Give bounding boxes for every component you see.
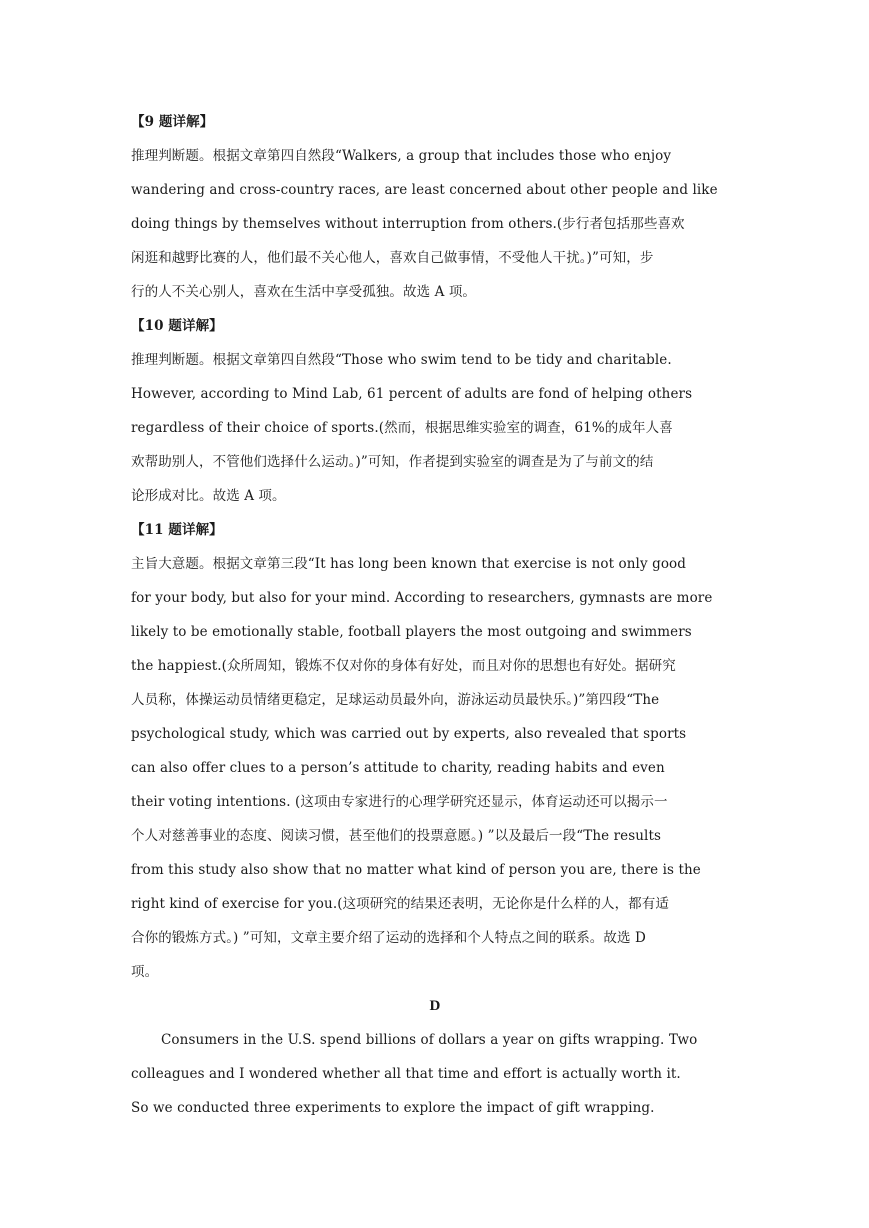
q11-text-line-12: 合你的锻炼方式。) ”可知，文章主要介绍了运动的选择和个人特点之间的联系。故选 D: [131, 930, 646, 946]
q11-heading: 【11 题详解】: [131, 522, 223, 538]
q11-text-line-2: for your body, but also for your mind. According to researchers, gymnasts are more: [131, 590, 713, 606]
q11-text-line-3: likely to be emotionally stable, football players the most outgoing and swimmers: [131, 624, 692, 640]
q11-text-line-8: their voting intentions. (这项由专家进行的心理学研究还显示，体育运动还可以揭示一: [131, 794, 668, 810]
q9-text-line-2: wandering and cross-country races, are least concerned about other people and like: [131, 182, 718, 198]
document-page: [131, 105, 739, 1125]
q11-text-line-4: the happiest.(众所周知，锻炼不仅对你的身体有好处，而且对你的思想也有好处。据研究: [131, 658, 676, 674]
q11-text-line-11: right kind of exercise for you.(这项研究的结果还表明，无论你是什么样的人，都有适: [131, 896, 669, 912]
q10-text-line-3: regardless of their choice of sports.(然而，根据思维实验室的调查，61%的成年人喜: [131, 420, 673, 436]
q11-text-line-7: can also offer clues to a person’s attitude to charity, reading habits and even: [131, 760, 665, 776]
q11-text-line-13: 项。: [131, 964, 159, 980]
q9-heading: 【9 题详解】: [131, 114, 214, 130]
passage-d-line-1: Consumers in the U.S. spend billions of dollars a year on gifts wrapping. Two: [161, 1032, 698, 1048]
q9-text-line-1: 推理判断题。根据文章第四自然段“Walkers, a group that includes those who enjoy: [131, 148, 672, 164]
q9-text-line-4: 闲逛和越野比赛的人，他们最不关心他人，喜欢自己做事情，不受他人干扰。)”可知，步: [131, 250, 654, 266]
passage-d-line-2: colleagues and I wondered whether all that time and effort is actually worth it.: [131, 1066, 681, 1082]
q9-text-line-5: 行的人不关心别人，喜欢在生活中享受孤独。故选 A 项。: [131, 284, 477, 300]
passage-d-line-3: So we conducted three experiments to explore the impact of gift wrapping.: [131, 1100, 655, 1116]
q10-heading: 【10 题详解】: [131, 318, 223, 334]
q11-text-line-5: 人员称，体操运动员情绪更稳定，足球运动员最外向，游泳运动员最快乐。)”第四段“The: [131, 692, 660, 708]
q10-text-line-4: 欢帮助别人，不管他们选择什么运动。)”可知，作者提到实验室的调查是为了与前文的结: [131, 454, 654, 470]
q10-text-line-1: 推理判断题。根据文章第四自然段“Those who swim tend to be tidy and charitable.: [131, 352, 672, 368]
q11-text-line-10: from this study also show that no matter what kind of person you are, there is the: [131, 862, 701, 878]
q10-text-line-5: 论形成对比。故选 A 项。: [131, 488, 286, 504]
q11-text-line-1: 主旨大意题。根据文章第三段“It has long been known that exercise is not only good: [131, 556, 687, 572]
q9-text-line-3: doing things by themselves without interruption from others.(步行者包括那些喜欢: [131, 216, 685, 232]
passage-d-title: D: [429, 998, 441, 1014]
q10-text-line-2: However, according to Mind Lab, 61 percent of adults are fond of helping others: [131, 386, 693, 402]
q11-text-line-9: 个人对慈善事业的态度、阅读习惯，甚至他们的投票意愿。) ”以及最后一段“The results: [131, 828, 662, 844]
q11-text-line-6: psychological study, which was carried out by experts, also revealed that sports: [131, 726, 687, 742]
